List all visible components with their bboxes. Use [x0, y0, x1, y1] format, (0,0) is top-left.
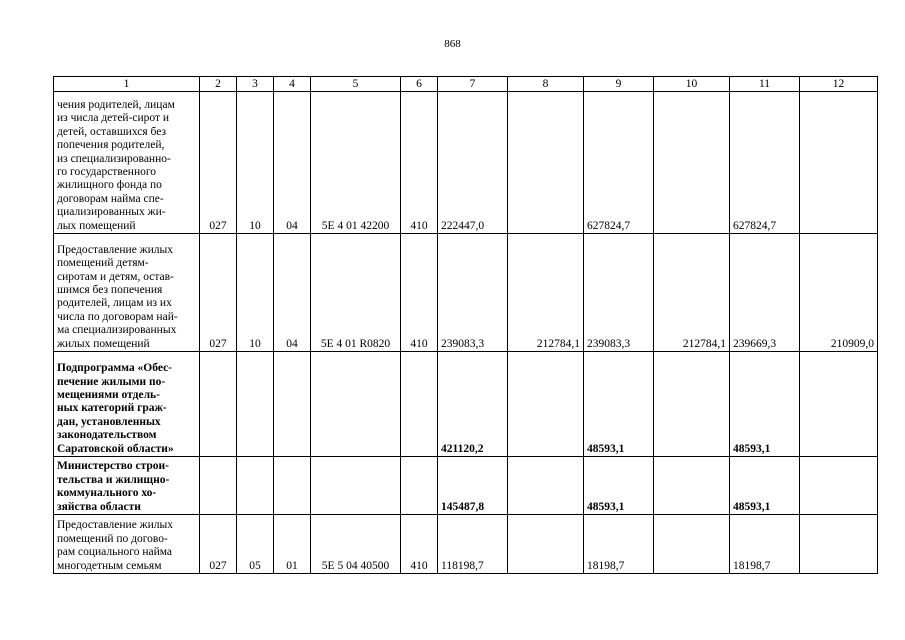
column-header: 1	[54, 77, 200, 92]
cell-amount: 48593,1	[730, 352, 800, 457]
cell-amount: 421120,2	[438, 352, 508, 457]
row-name: Предоставление жилых помещений по догово- рам социального найма многодетным семьям	[54, 515, 200, 574]
table-row	[54, 352, 878, 457]
table-row	[54, 515, 878, 574]
cell-amount: 212784,1	[508, 234, 584, 352]
column-header: 10	[654, 77, 730, 92]
cell-amount	[508, 515, 584, 574]
cell-amount: 48593,1	[584, 457, 654, 515]
cell-expense-type: 410	[401, 92, 438, 234]
cell-amount: 48593,1	[730, 457, 800, 515]
page-number: 868	[444, 38, 461, 50]
cell-amount	[654, 352, 730, 457]
cell-amount	[800, 92, 878, 234]
cell-subsection	[274, 352, 311, 457]
row-name: чения родителей, лицам из числа детей-сирот и детей, оставшихся без попечения родителей, из специализированно- го государственного жилищного фонда по договорам найма спе- циализированных жи- лых помещений	[54, 92, 200, 234]
cell-amount: 239083,3	[584, 234, 654, 352]
cell-ministry-code: 027	[200, 234, 237, 352]
cell-target-article: 5Е 4 01 42200	[311, 92, 401, 234]
cell-amount: 627824,7	[584, 92, 654, 234]
cell-amount	[508, 352, 584, 457]
cell-subsection: 04	[274, 92, 311, 234]
row-name: Министерство строи- тельства и жилищно- коммунального хо- зяйства области	[54, 457, 200, 515]
cell-expense-type: 410	[401, 234, 438, 352]
cell-amount: 210909,0	[800, 234, 878, 352]
cell-ministry-code: 027	[200, 92, 237, 234]
cell-amount: 118198,7	[438, 515, 508, 574]
cell-amount: 18198,7	[584, 515, 654, 574]
cell-target-article	[311, 457, 401, 515]
cell-section	[237, 457, 274, 515]
column-header: 6	[401, 77, 438, 92]
cell-subsection: 04	[274, 234, 311, 352]
table-row	[54, 457, 878, 515]
cell-expense-type	[401, 352, 438, 457]
column-header: 4	[274, 77, 311, 92]
column-header: 12	[800, 77, 878, 92]
cell-amount: 627824,7	[730, 92, 800, 234]
cell-amount	[654, 515, 730, 574]
column-header: 8	[508, 77, 584, 92]
cell-expense-type: 410	[401, 515, 438, 574]
cell-target-article: 5Е 5 04 40500	[311, 515, 401, 574]
table-row	[54, 234, 878, 352]
cell-target-article: 5Е 4 01 R0820	[311, 234, 401, 352]
cell-expense-type	[401, 457, 438, 515]
cell-amount: 239083,3	[438, 234, 508, 352]
cell-amount	[800, 352, 878, 457]
cell-section: 10	[237, 234, 274, 352]
column-header: 5	[311, 77, 401, 92]
cell-amount	[800, 457, 878, 515]
cell-amount: 239669,3	[730, 234, 800, 352]
column-header: 11	[730, 77, 800, 92]
cell-amount	[654, 92, 730, 234]
cell-amount: 222447,0	[438, 92, 508, 234]
cell-amount	[654, 457, 730, 515]
cell-amount	[508, 457, 584, 515]
cell-ministry-code	[200, 457, 237, 515]
cell-subsection	[274, 457, 311, 515]
column-header: 3	[237, 77, 274, 92]
table-row	[54, 92, 878, 234]
cell-ministry-code: 027	[200, 515, 237, 574]
column-header: 2	[200, 77, 237, 92]
cell-amount: 18198,7	[730, 515, 800, 574]
row-name: Предоставление жилых помещений детям- сиротам и детям, остав- шимся без попечения родителей, лицам из их числа по договорам най- ма специализированных жилых помещений	[54, 234, 200, 352]
header-row	[54, 77, 878, 92]
budget-table	[53, 76, 878, 574]
cell-ministry-code	[200, 352, 237, 457]
cell-section: 05	[237, 515, 274, 574]
cell-amount: 145487,8	[438, 457, 508, 515]
column-header: 9	[584, 77, 654, 92]
cell-section	[237, 352, 274, 457]
cell-section: 10	[237, 92, 274, 234]
cell-amount: 212784,1	[654, 234, 730, 352]
cell-amount	[800, 515, 878, 574]
row-name: Подпрограмма «Обес- печение жилыми по- мещениями отдель- ных категорий граж- дан, установленных законодательством Саратовской области»	[54, 352, 200, 457]
cell-amount: 48593,1	[584, 352, 654, 457]
column-header: 7	[438, 77, 508, 92]
cell-amount	[508, 92, 584, 234]
cell-target-article	[311, 352, 401, 457]
cell-subsection: 01	[274, 515, 311, 574]
